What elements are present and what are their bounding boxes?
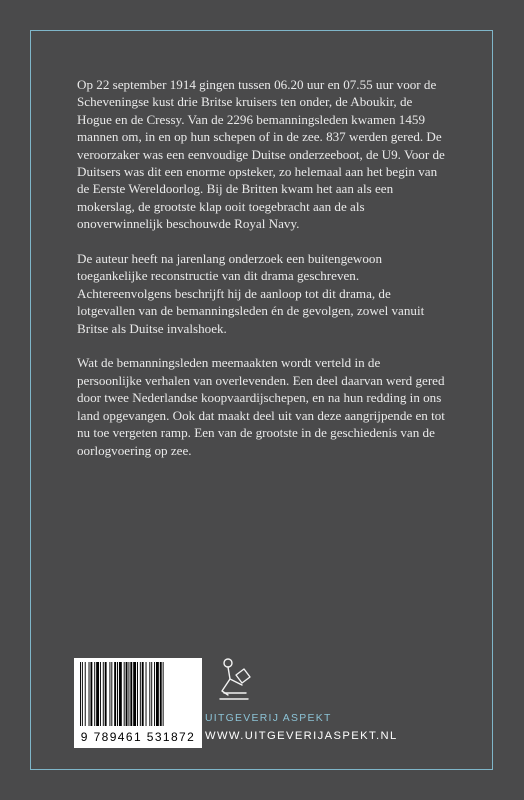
barcode-bar [89, 662, 90, 726]
barcode-bars [78, 662, 198, 728]
barcode-bar [133, 662, 136, 726]
barcode-bar [100, 662, 101, 726]
barcode-bar [85, 662, 86, 726]
barcode-bar [128, 662, 129, 726]
barcode-bar [111, 662, 112, 726]
barcode-bar [82, 662, 83, 726]
barcode-bar [146, 662, 147, 726]
barcode-bar [117, 662, 118, 726]
barcode-bar [160, 662, 162, 726]
isbn-digits: 9 789461 531872 [80, 730, 196, 744]
barcode-bar [109, 662, 110, 726]
barcode-bar [151, 662, 152, 726]
barcode-bar [80, 662, 81, 726]
blurb-text [77, 76, 447, 476]
blurb-paragraph-3: Wat de bemanningsleden meemaakten wordt verteld in de persoonlijke verhalen van overlevenden. Een deel daarvan werd gered door twee Nederlandse koopvaardijschepen, en na hun redding in ons land opgevangen. Ook dat maakt deel uit van deze aangrijpende en tot nu toe vergeten ramp. Een van de grootste in de geschiedenis van de oorlogvoering op zee. [77, 355, 445, 458]
barcode-bar [105, 662, 107, 726]
barcode-bar [114, 662, 116, 726]
barcode-bar [156, 662, 159, 726]
barcode-bar [137, 662, 138, 726]
barcode-bar [103, 662, 104, 726]
barcode-bar [142, 662, 144, 726]
barcode-bar [126, 662, 128, 726]
barcode-bar [96, 662, 99, 726]
barcode-bar [149, 662, 150, 726]
barcode-bar [94, 662, 95, 726]
barcode-bar [154, 662, 155, 726]
blurb-paragraph-1: Op 22 september 1914 gingen tussen 06.20 uur en 07.55 uur voor de Scheveningse kust drie Britse kruisers ten onder, de Aboukir, de Hogue en de Cressy. Van de 2296 bemanningsleden kwamen 1459 mannen om, in en op hun schepen of in de zee. 837 werden gered. De veroorzaker was een eenvoudige Duitse onderzeeboot, de U9. Voor de Duitsers was dit een enorme opsteker, zo helemaal aan het begin van de Eerste Wereldoorlog. Bij de Britten kwam het aan als een mokerslag, de grootste klap ooit toegebracht aan de als onoverwinnelijk beschouwde Royal Navy. [77, 77, 445, 232]
barcode-bar [130, 662, 132, 726]
barcode-bar [124, 662, 125, 726]
publisher-website: WWW.UITGEVERIJASPEKT.NL [205, 730, 398, 742]
isbn-barcode [74, 658, 202, 748]
barcode-bar [90, 662, 92, 726]
blurb-paragraph-2: De auteur heeft na jarenlang onderzoek een buitengewoon toegankelijke reconstructie van dit drama geschreven. Achtereenvolgens beschrijft hij de aanloop tot dit drama, de lotgevallen van de bemanningsleden én de gevolgen, zowel vanuit Britse als Duitse invalshoek. [77, 251, 425, 336]
barcode-bar [140, 662, 141, 726]
barcode-bar [163, 662, 164, 726]
reading-figure-logo-icon [214, 655, 254, 703]
barcode-bar [119, 662, 122, 726]
publisher-name: UITGEVERIJ ASPEKT [205, 713, 332, 724]
